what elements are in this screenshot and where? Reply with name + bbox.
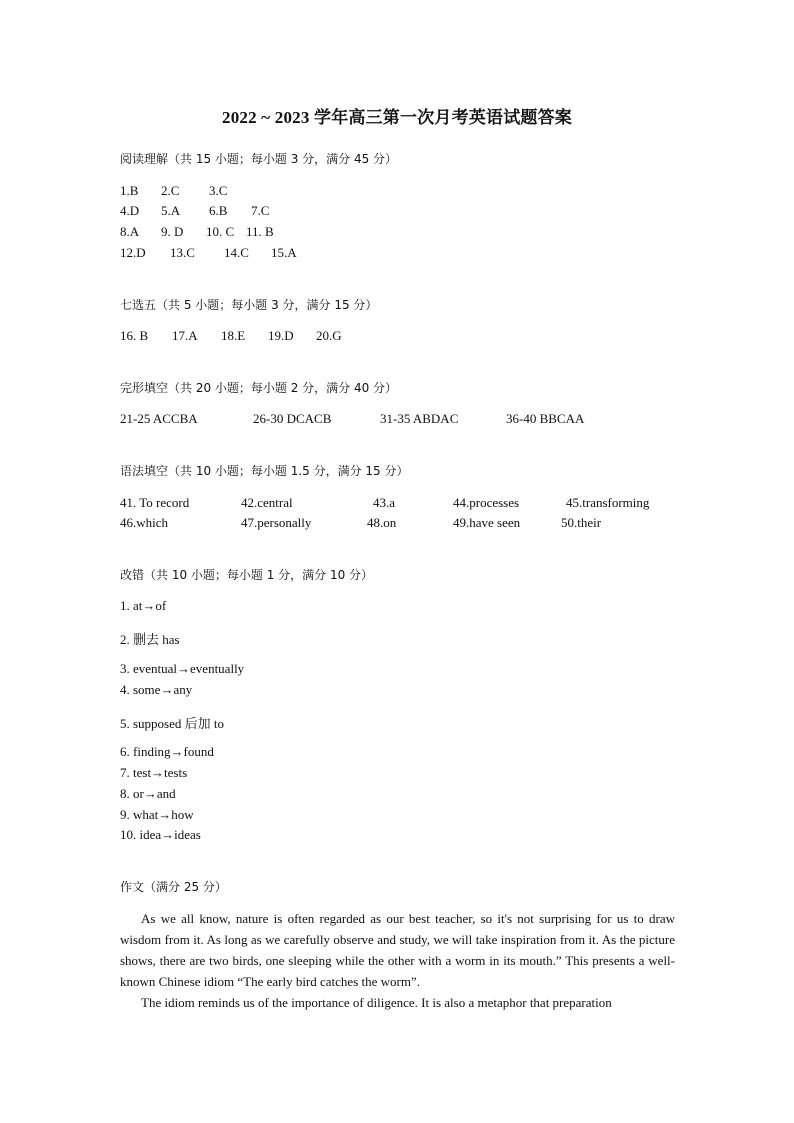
correction-item: 6. finding→found xyxy=(120,744,214,759)
section-heading-seven: 七选五（共 5 小题；每小题 3 分，满分 15 分） xyxy=(120,298,378,312)
answer-item: 31-35 ABDAC xyxy=(380,411,459,426)
answer-item: 8.A xyxy=(120,224,140,239)
correction-item: 4. some→any xyxy=(120,682,193,697)
section-heading-writing: 作文（满分 25 分） xyxy=(120,880,227,894)
answer-item: 21-25 ACCBA xyxy=(120,411,198,426)
correction-item: 1. at→of xyxy=(120,598,167,613)
answer-item: 44.processes xyxy=(453,495,520,510)
answer-item: 18.E xyxy=(221,328,246,343)
answer-item: 11. B xyxy=(246,224,274,239)
section-heading-correction: 改错（共 10 小题；每小题 1 分，满分 10 分） xyxy=(120,568,374,582)
answer-item: 7.C xyxy=(251,203,270,218)
answer-item: 10. C xyxy=(206,224,235,239)
answer-item: 42.central xyxy=(241,495,293,510)
essay-body xyxy=(120,908,675,1013)
answer-item: 12.D xyxy=(120,245,146,260)
answer-item: 26-30 DCACB xyxy=(253,411,332,426)
answer-item: 46.which xyxy=(120,515,169,530)
answer-item: 50.their xyxy=(561,515,602,530)
correction-item: 3. eventual→eventually xyxy=(120,661,245,676)
answer-item: 14.C xyxy=(224,245,249,260)
answer-item: 1.B xyxy=(120,183,139,198)
answer-item: 5.A xyxy=(161,203,181,218)
correction-item: 7. test→tests xyxy=(120,765,188,780)
section-heading-reading: 阅读理解（共 15 小题；每小题 3 分，满分 45 分） xyxy=(120,152,398,166)
answer-item: 49.have seen xyxy=(453,515,521,530)
answer-item: 20.G xyxy=(316,328,342,343)
answer-item: 19.D xyxy=(268,328,294,343)
essay-paragraph: As we all know, nature is often regarded as our best teacher, so it's not surprising for us to draw wisdom from it. As long as we carefully observe and study, we will take inspiration from it. As the picture shows, there are two birds, one sleeping while the other with a worm in its mouth.” This presents a well-known Chinese idiom “The early bird catches the worm”. xyxy=(120,911,675,989)
answer-item: 45.transforming xyxy=(566,495,650,510)
answer-item: 3.C xyxy=(209,183,228,198)
page-title: 2022 ~ 2023 学年高三第一次月考英语试题答案 xyxy=(222,108,572,127)
section-heading-grammar: 语法填空（共 10 小题；每小题 1.5 分，满分 15 分） xyxy=(120,464,409,478)
answer-item: 47.personally xyxy=(241,515,312,530)
answer-item: 16. B xyxy=(120,328,149,343)
correction-item: 10. idea→ideas xyxy=(120,827,201,842)
answer-item: 48.on xyxy=(367,515,397,530)
correction-item: 2. 删去 has xyxy=(120,632,180,647)
answer-item: 36-40 BBCAA xyxy=(506,411,585,426)
answer-item: 17.A xyxy=(172,328,198,343)
answer-item: 13.C xyxy=(170,245,195,260)
section-heading-cloze: 完形填空（共 20 小题；每小题 2 分，满分 40 分） xyxy=(120,381,398,395)
answer-item: 6.B xyxy=(209,203,228,218)
answer-item: 41. To record xyxy=(120,495,190,510)
correction-item: 9. what→how xyxy=(120,807,194,822)
answer-item: 2.C xyxy=(161,183,180,198)
correction-item: 8. or→and xyxy=(120,786,176,801)
answer-item: 43.a xyxy=(373,495,396,510)
answer-item: 15.A xyxy=(271,245,297,260)
essay-paragraph: The idiom reminds us of the importance of diligence. It is also a metaphor that preparation xyxy=(141,995,612,1010)
answer-item: 9. D xyxy=(161,224,184,239)
answer-item: 4.D xyxy=(120,203,140,218)
correction-item: 5. supposed 后加 to xyxy=(120,716,225,731)
